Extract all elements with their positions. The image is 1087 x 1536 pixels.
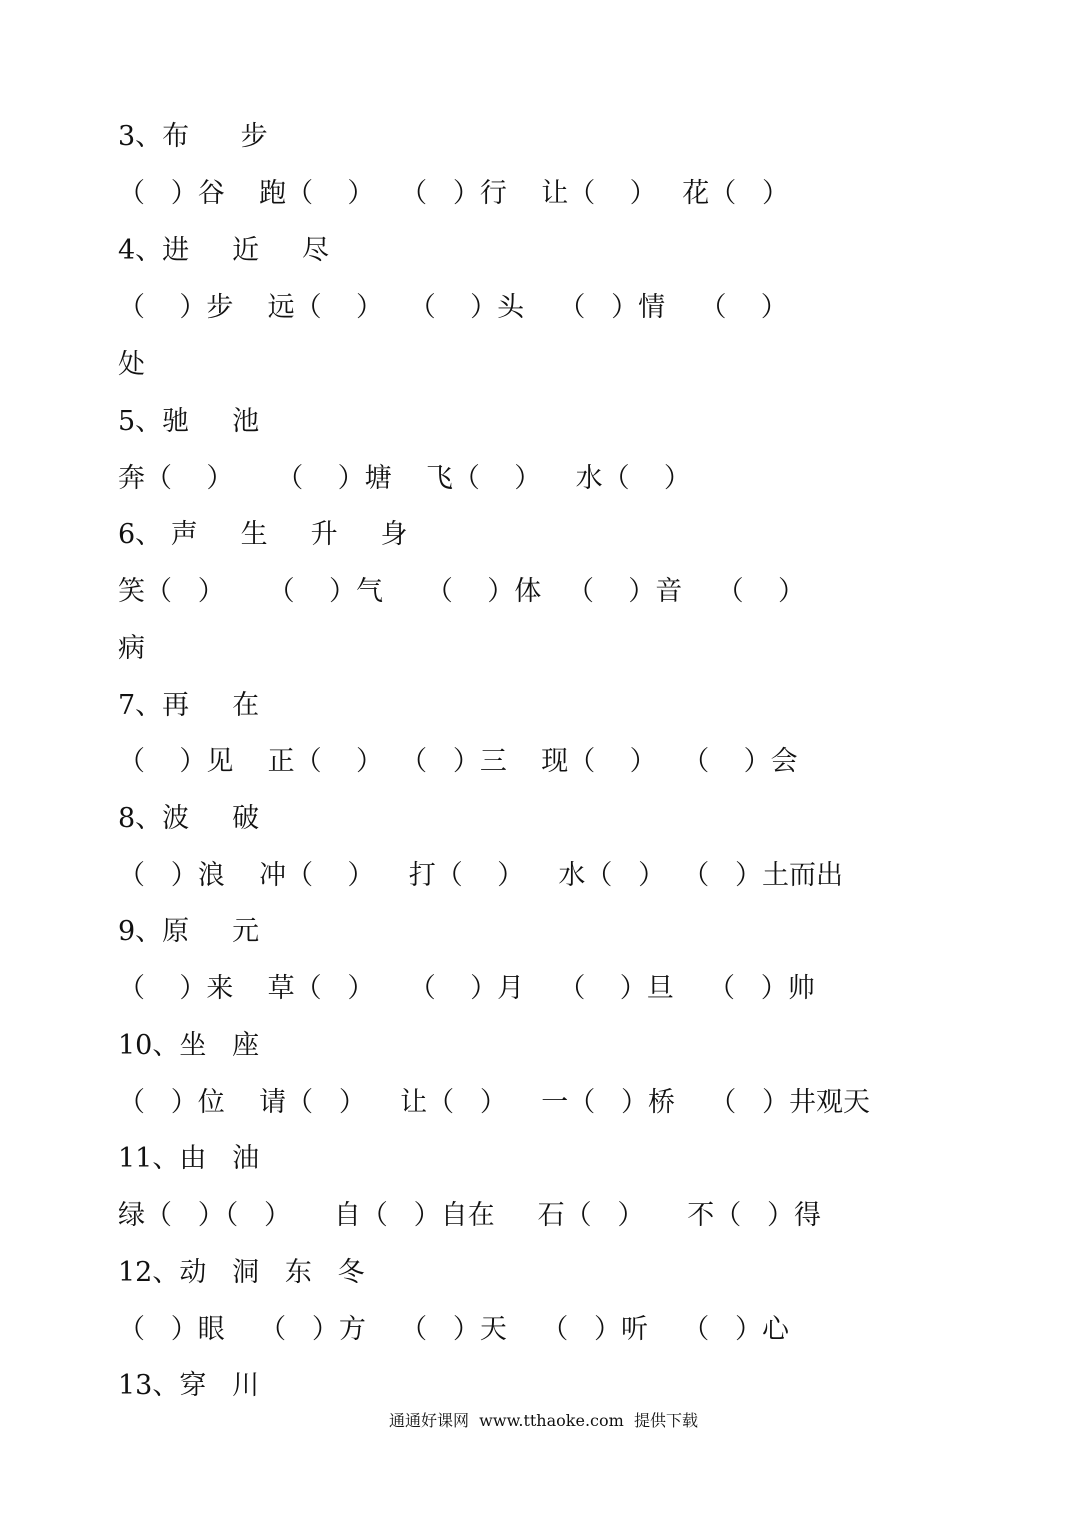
text-line-1: 3、布 步 [118,121,268,152]
text-line-9: 笑（ ） （ ）气 （ ）体 （ ）音 （ ） [118,576,805,607]
text-line-12: （ ）见 正（ ） （ ）三 现（ ） （ ）会 [118,746,798,777]
text-line-22: （ ）眼 （ ）方 （ ）天 （ ）听 （ ）心 [118,1314,790,1345]
text-line-5: 处 [118,349,145,380]
page-footer: 通通好课网 www.tthaoke.com 提供下载 [389,1411,698,1430]
text-line-2: （ ）谷 跑（ ） （ ）行 让（ ） 花（ ） [118,178,790,209]
text-line-10: 病 [118,633,145,664]
text-line-21: 12、动 洞 东 冬 [118,1257,365,1288]
text-line-13: 8、波 破 [118,803,260,834]
text-line-4: （ ）步 远（ ） （ ）头 （ ）情 （ ） [118,292,788,323]
text-line-19: 11、由 油 [118,1143,260,1174]
text-line-15: 9、原 元 [118,916,260,947]
text-line-3: 4、进 近 尽 [118,235,330,266]
text-line-23: 13、穿 川 [118,1370,260,1401]
text-line-16: （ ）来 草（ ） （ ）月 （ ）旦 （ ）帅 [118,973,815,1004]
text-line-17: 10、坐 座 [118,1030,260,1061]
text-line-7: 奔（ ） （ ）塘 飞（ ） 水（ ） [118,463,691,494]
text-line-8: 6、 声 生 升 身 [118,519,408,550]
text-line-11: 7、再 在 [118,690,260,721]
text-line-18: （ ）位 请（ ） 让（ ） 一（ ）桥 （ ）井观天 [118,1087,871,1118]
text-line-6: 5、驰 池 [118,406,260,437]
text-line-20: 绿（ ）（ ） 自（ ）自在 石（ ） 不（ ）得 [118,1200,821,1231]
text-line-14: （ ）浪 冲（ ） 打（ ） 水（ ） （ ）土而出 [118,860,844,891]
